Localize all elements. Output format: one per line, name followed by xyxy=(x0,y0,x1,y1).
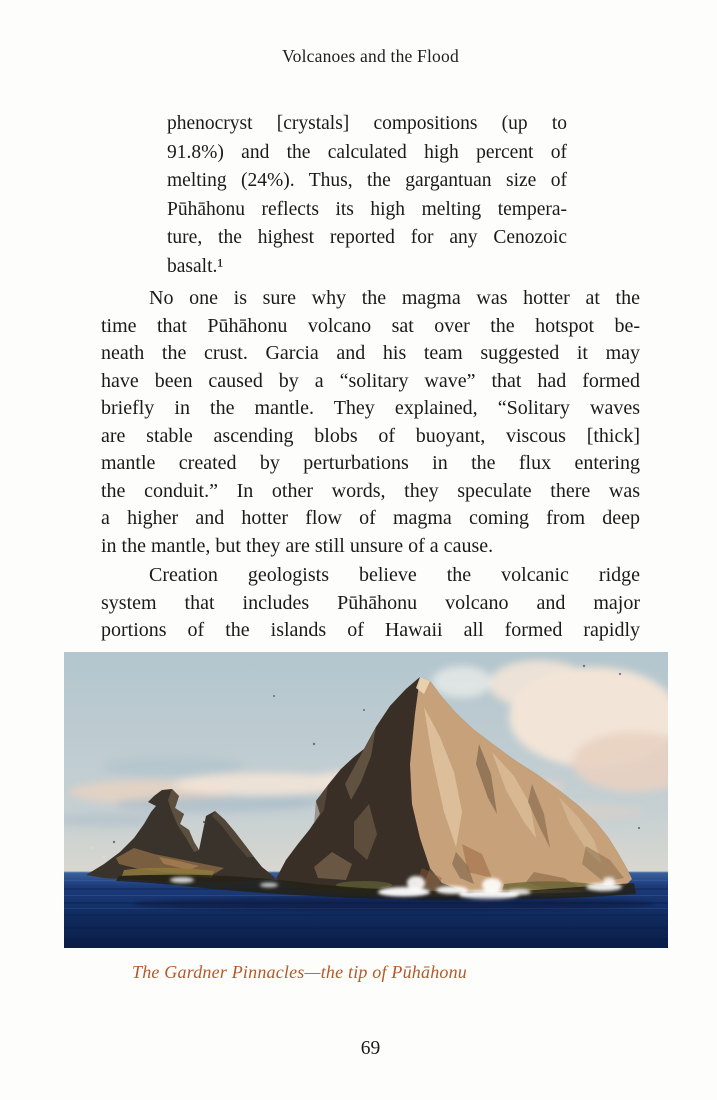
figure-gardner-pinnacles xyxy=(64,652,668,948)
text-line: Creation geologists believe the volcanic ridge xyxy=(149,564,640,586)
paragraph-magma-hotter xyxy=(101,285,640,560)
text-line: basalt.¹ xyxy=(167,255,224,277)
text-line: portions of the islands of Hawaii all formed rapidly xyxy=(101,619,640,641)
text-line: time that Pūhāhonu volcano sat over the hotspot be- xyxy=(101,314,640,337)
figure-caption: The Gardner Pinnacles—the tip of Pūhāhonu xyxy=(132,962,468,982)
running-header: Volcanoes and the Flood xyxy=(282,46,459,66)
text-line: phenocryst [crystals] compositions (up to xyxy=(167,113,567,134)
text-line: system that includes Pūhāhonu volcano and major xyxy=(101,591,640,614)
text-line: have been caused by a “solitary wave” that had formed xyxy=(101,369,640,392)
page-number: 69 xyxy=(360,1038,381,1059)
text-line: No one is sure why the magma was hotter at the xyxy=(149,287,640,309)
paragraph-creation-geologists xyxy=(101,562,640,645)
text-line: ture, the highest reported for any Cenozoic xyxy=(167,227,567,248)
text-line: mantle created by perturbations in the flux entering xyxy=(101,452,640,474)
island-water-shadow xyxy=(134,897,654,911)
blockquote-excerpt xyxy=(167,110,567,281)
text-line: Pūhāhonu reflects its high melting tempera- xyxy=(167,198,567,220)
text-line: are stable ascending blobs of buoyant, viscous [thick] xyxy=(101,424,640,447)
text-line: a higher and hotter flow of magma coming from deep xyxy=(101,507,640,529)
text-line: melting (24%). Thus, the gargantuan size of xyxy=(167,170,567,191)
text-line: the conduit.” In other words, they speculate there was xyxy=(101,479,640,502)
text-line: briefly in the mantle. They explained, “Solitary waves xyxy=(101,397,640,419)
gardner-pinnacles-photo xyxy=(64,652,668,948)
text-line: neath the crust. Garcia and his team suggested it may xyxy=(101,342,640,364)
text-line: in the mantle, but they are still unsure of a cause. xyxy=(101,534,494,557)
text-line: 91.8%) and the calculated high percent of xyxy=(167,141,567,163)
